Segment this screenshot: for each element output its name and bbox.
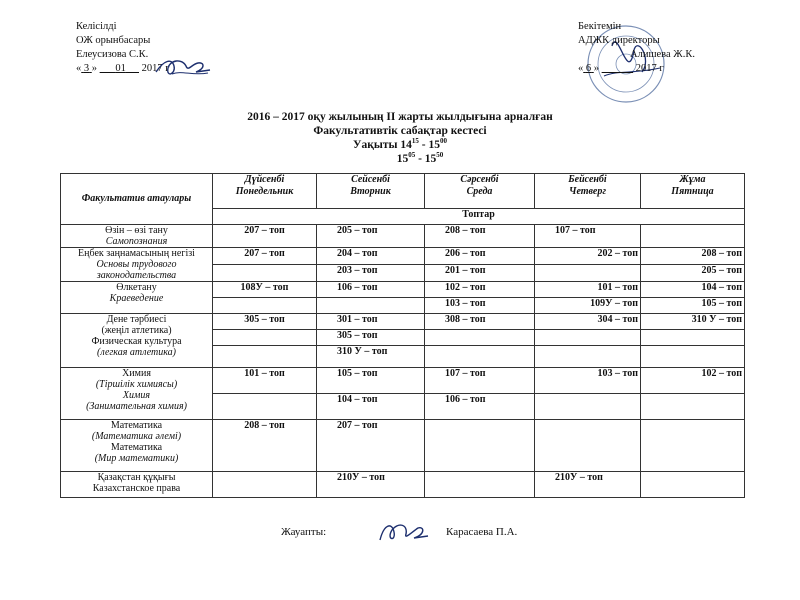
group-cell — [425, 420, 535, 472]
group-cell: 208 – топ — [641, 248, 745, 265]
group-cell — [213, 394, 317, 420]
subject-cell: Дене тәрбиесі (жеңіл атлетика) Физическая культура (легкая атлетика) — [61, 314, 213, 368]
group-cell — [213, 472, 317, 498]
group-cell: 102 – топ — [425, 282, 535, 298]
day-header-friday: Жұма Пятница — [641, 174, 745, 209]
group-cell — [641, 346, 745, 368]
group-cell — [213, 298, 317, 314]
groups-label: Топтар — [213, 209, 745, 225]
group-cell — [213, 265, 317, 282]
group-cell: 103 – топ — [535, 368, 641, 394]
group-cell: 305 – топ — [213, 314, 317, 330]
group-cell: 101 – топ — [535, 282, 641, 298]
group-cell: 201 – топ — [425, 265, 535, 282]
approval-label: Келісілді — [76, 21, 117, 32]
table-row — [61, 282, 745, 298]
document-subtitle: Факультативтік сабақтар кестесі — [313, 125, 487, 137]
group-cell — [317, 298, 425, 314]
document-title: 2016 – 2017 оқу жылының II жарты жылдығына арналған — [247, 111, 553, 123]
group-cell: 206 – топ — [425, 248, 535, 265]
responsible-label: Жауапты: — [281, 526, 327, 538]
approval-date: « 3 » 01 2017 г — [76, 63, 170, 74]
table-row — [61, 420, 745, 472]
group-cell — [535, 420, 641, 472]
group-cell: 207 – топ — [213, 225, 317, 248]
group-cell: 202 – топ — [535, 248, 641, 265]
table-row — [61, 248, 745, 265]
group-cell: 310 У – топ — [641, 314, 745, 330]
group-cell — [535, 265, 641, 282]
document-title-block — [200, 110, 600, 166]
approver-name: Елеусизова С.К. — [76, 49, 149, 60]
group-cell — [641, 472, 745, 498]
group-cell — [641, 225, 745, 248]
subject-cell: Химия (Тіршілік химиясы) Химия (Занимательная химия) — [61, 368, 213, 420]
subject-cell: Математика (Математика әлемі) Математика (Мир математики) — [61, 420, 213, 472]
approver-position: ОЖ орынбасары — [76, 35, 151, 46]
group-cell: 207 – топ — [213, 248, 317, 265]
group-cell: 301 – топ — [317, 314, 425, 330]
group-cell: 106 – топ — [317, 282, 425, 298]
group-cell — [535, 330, 641, 346]
group-cell — [425, 330, 535, 346]
group-cell: 304 – топ — [535, 314, 641, 330]
group-cell — [641, 420, 745, 472]
group-cell — [535, 394, 641, 420]
group-cell: 208 – топ — [425, 225, 535, 248]
signature-footer-image — [374, 518, 430, 548]
group-cell — [425, 346, 535, 368]
group-cell — [213, 330, 317, 346]
day-header-wednesday: Сәрсенбі Среда — [425, 174, 535, 209]
approval-date: « 6 » 2017 г — [578, 63, 664, 74]
day-header-monday: Дүйсенбі Понедельник — [213, 174, 317, 209]
group-cell: 210У – топ — [535, 472, 641, 498]
group-cell: 305 – топ — [317, 330, 425, 346]
group-cell: 205 – топ — [641, 265, 745, 282]
day-header-thursday: Бейсенбі Четверг — [535, 174, 641, 209]
group-cell: 210У – топ — [317, 472, 425, 498]
approver-name: Алишева Ж.К. — [630, 49, 695, 60]
table-row — [61, 314, 745, 330]
schedule-table — [60, 173, 745, 498]
approval-block-right — [578, 20, 738, 76]
subject-cell: Еңбек заңнамасының негізі Основы трудового законодательства — [61, 248, 213, 282]
table-header-row — [61, 174, 745, 209]
group-cell: 203 – топ — [317, 265, 425, 282]
group-cell: 108У – топ — [213, 282, 317, 298]
approval-label: Бекітемін — [578, 21, 622, 32]
subject-cell: Қазақстан құқығы Казахстанское права — [61, 472, 213, 498]
day-header-tuesday: Сейсенбі Вторник — [317, 174, 425, 209]
table-row — [61, 368, 745, 394]
group-cell: 104 – топ — [317, 394, 425, 420]
responsible-name: Карасаева П.А. — [446, 526, 518, 538]
time-slot-2: $15^{05} - 15^{50}$ — [396, 151, 444, 165]
group-cell — [425, 472, 535, 498]
table-row — [61, 225, 745, 248]
group-cell: 310 У – топ — [317, 346, 425, 368]
signature-left-image — [152, 54, 212, 82]
group-cell: 308 – топ — [425, 314, 535, 330]
group-cell — [641, 330, 745, 346]
group-cell: 103 – топ — [425, 298, 535, 314]
group-cell: 207 – топ — [317, 420, 425, 472]
group-cell: 101 – топ — [213, 368, 317, 394]
group-cell: 105 – топ — [317, 368, 425, 394]
group-cell: 109У – топ — [535, 298, 641, 314]
group-cell — [213, 346, 317, 368]
group-cell: 205 – топ — [317, 225, 425, 248]
group-cell: 102 – топ — [641, 368, 745, 394]
approver-position: АДЖК директоры — [578, 35, 660, 46]
group-cell — [641, 394, 745, 420]
group-cell: 104 – топ — [641, 282, 745, 298]
group-cell — [535, 346, 641, 368]
group-cell: 208 – топ — [213, 420, 317, 472]
group-cell: 204 – топ — [317, 248, 425, 265]
group-cell: 107 – топ — [425, 368, 535, 394]
subject-cell: Өлкетану Краеведение — [61, 282, 213, 314]
subject-column-header: Факультатив атаулары — [61, 174, 213, 225]
table-row — [61, 472, 745, 498]
group-cell: 107 – топ — [535, 225, 641, 248]
group-cell: 105 – топ — [641, 298, 745, 314]
group-cell: 106 – топ — [425, 394, 535, 420]
subject-cell: Өзін – өзі тану Самопознания — [61, 225, 213, 248]
time-slot-1: Уақыты $14^{15} - 15^{00}$ — [353, 137, 447, 151]
